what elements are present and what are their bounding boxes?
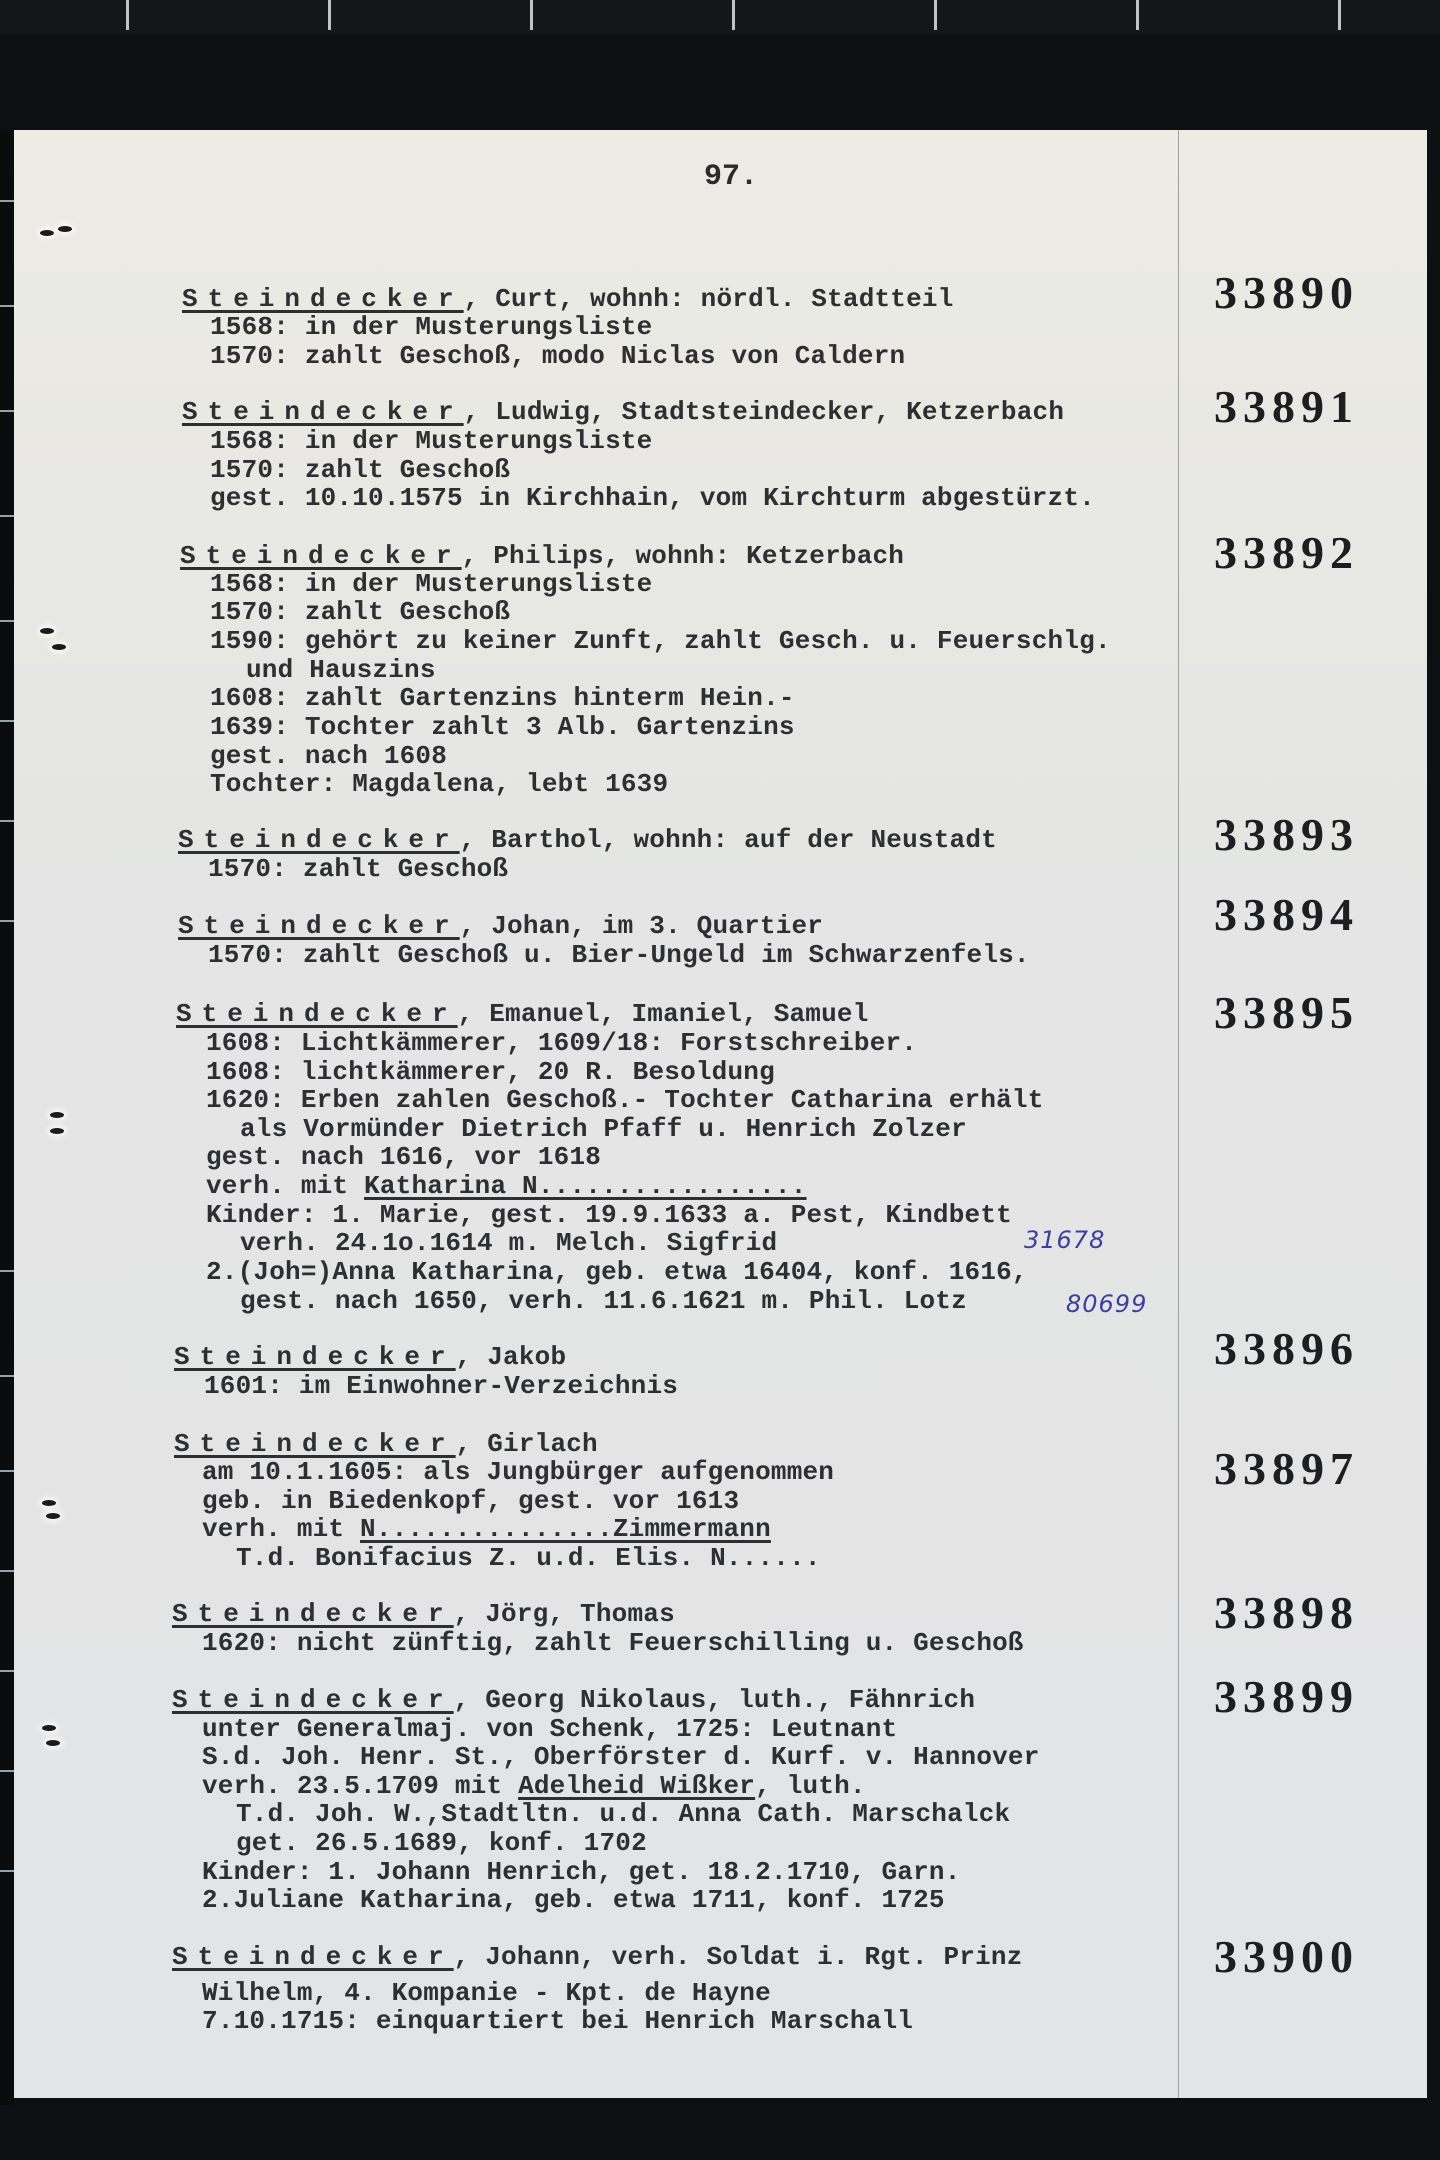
film-perforation bbox=[0, 920, 14, 922]
film-perforation bbox=[0, 410, 14, 412]
entry-line: get. 26.5.1689, konf. 1702 bbox=[236, 1828, 647, 1858]
film-perforation bbox=[328, 0, 331, 30]
surname: Steindecker bbox=[174, 1342, 456, 1372]
film-strip-top bbox=[0, 0, 1440, 34]
handwritten-reference: 31678 bbox=[1024, 1226, 1106, 1254]
entry-header-rest: , Curt, wohnh: nördl. Stadtteil bbox=[463, 284, 954, 314]
entry-header-rest: , Girlach bbox=[455, 1429, 598, 1459]
entry-line: 1568: in der Musterungsliste bbox=[210, 312, 653, 342]
entry-line: und Hauszins bbox=[246, 655, 436, 685]
punch-mark bbox=[58, 226, 72, 232]
film-perforation bbox=[1338, 0, 1341, 30]
entry-line: 1620: Erben zahlen Geschoß.- Tochter Catharina erhält bbox=[206, 1085, 1044, 1115]
surname: Steindecker bbox=[178, 911, 460, 941]
entry-number: 33890 bbox=[1214, 267, 1359, 318]
entry-line: 1568: in der Musterungsliste bbox=[210, 426, 653, 456]
surname: Steindecker bbox=[180, 541, 462, 571]
entry-header bbox=[174, 1343, 566, 1371]
entry-line: gest. nach 1608 bbox=[210, 741, 448, 771]
film-perforation bbox=[0, 720, 14, 722]
entry-header bbox=[182, 285, 954, 313]
spouse-name: N...............Zimmermann bbox=[360, 1514, 771, 1544]
entry-line: 2.(Joh=)Anna Katharina, geb. etwa 16404, konf. 1616, bbox=[206, 1257, 1028, 1287]
entry-header-rest: , Ludwig, Stadtsteindecker, Ketzerbach bbox=[463, 397, 1065, 427]
entry-line: als Vormünder Dietrich Pfaff u. Henrich Zolzer bbox=[240, 1114, 967, 1144]
surname: Steindecker bbox=[172, 1599, 454, 1629]
surname: Steindecker bbox=[178, 825, 460, 855]
entry-line: 1570: zahlt Geschoß bbox=[210, 455, 511, 485]
entry-line: 1608: Lichtkämmerer, 1609/18: Forstschreiber. bbox=[206, 1028, 918, 1058]
entry-number: 33893 bbox=[1214, 809, 1359, 860]
entry-header-rest: , Georg Nikolaus, luth., Fähnrich bbox=[453, 1685, 976, 1715]
film-perforation bbox=[0, 1770, 14, 1772]
entry-line: 7.10.1715: einquartiert bei Henrich Marschall bbox=[202, 2006, 914, 2036]
entry-line: 1570: zahlt Geschoß, modo Niclas von Caldern bbox=[210, 341, 906, 371]
punch-mark bbox=[40, 628, 54, 634]
film-perforation bbox=[0, 515, 14, 517]
surname: Steindecker bbox=[182, 284, 464, 314]
entry-header-rest: , Johann, verh. Soldat i. Rgt. Prinz bbox=[453, 1942, 1023, 1972]
film-strip-left bbox=[0, 130, 14, 2105]
entry-header-rest: , Johan, im 3. Quartier bbox=[459, 911, 824, 941]
punch-mark bbox=[50, 1112, 64, 1118]
film-perforation bbox=[0, 1670, 14, 1672]
entry-line: T.d. Bonifacius Z. u.d. Elis. N...... bbox=[236, 1543, 821, 1573]
entry-number: 33897 bbox=[1214, 1443, 1359, 1494]
entry-header bbox=[172, 1943, 1023, 1971]
film-perforation bbox=[0, 1870, 14, 1872]
entry-line-prefix: verh. mit bbox=[202, 1514, 361, 1544]
entry-line: 1608: zahlt Gartenzins hinterm Hein.- bbox=[210, 683, 795, 713]
entry-line: gest. nach 1650, verh. 11.6.1621 m. Phil. Lotz bbox=[240, 1286, 967, 1316]
punch-mark bbox=[52, 644, 66, 650]
entry-header bbox=[182, 398, 1064, 426]
entry-line: 1570: zahlt Geschoß bbox=[208, 854, 509, 884]
entry-line: gest. 10.10.1575 in Kirchhain, vom Kirchturm abgestürzt. bbox=[210, 483, 1095, 513]
entry-line: unter Generalmaj. von Schenk, 1725: Leutnant bbox=[202, 1714, 898, 1744]
film-perforation bbox=[0, 1470, 14, 1472]
surname: Steindecker bbox=[182, 397, 464, 427]
entry-number: 33894 bbox=[1214, 889, 1359, 940]
film-perforation bbox=[732, 0, 735, 30]
entry-header-rest: , Barthol, wohnh: auf der Neustadt bbox=[459, 825, 997, 855]
entry-number: 33896 bbox=[1214, 1323, 1359, 1374]
entry-header-rest: , Philips, wohnh: Ketzerbach bbox=[461, 541, 905, 571]
entry-header-rest: , Jakob bbox=[455, 1342, 567, 1372]
film-perforation bbox=[0, 620, 14, 622]
film-perforation bbox=[0, 820, 14, 822]
entry-line bbox=[202, 1515, 771, 1543]
entry-number: 33900 bbox=[1214, 1931, 1359, 1982]
punch-mark bbox=[40, 230, 54, 236]
film-perforation bbox=[934, 0, 937, 30]
entry-number: 33895 bbox=[1214, 987, 1359, 1038]
index-card-page bbox=[14, 130, 1427, 2098]
entry-line: gest. nach 1616, vor 1618 bbox=[206, 1142, 602, 1172]
entry-line: verh. 24.1o.1614 m. Melch. Sigfrid bbox=[240, 1228, 778, 1258]
entry-line: S.d. Joh. Henr. St., Oberförster d. Kurf. v. Hannover bbox=[202, 1742, 1040, 1772]
film-perforation bbox=[530, 0, 533, 30]
entry-line: Kinder: 1. Marie, gest. 19.9.1633 a. Pest, Kindbett bbox=[206, 1200, 1012, 1230]
column-divider bbox=[1178, 130, 1179, 2098]
entry-line: 1608: lichtkämmerer, 20 R. Besoldung bbox=[206, 1057, 775, 1087]
film-perforation bbox=[0, 200, 14, 202]
surname: Steindecker bbox=[172, 1685, 454, 1715]
entry-line: 2.Juliane Katharina, geb. etwa 1711, konf. 1725 bbox=[202, 1885, 945, 1915]
handwritten-reference: 80699 bbox=[1066, 1290, 1148, 1318]
film-perforation bbox=[0, 1270, 14, 1272]
entry-header-rest: , Emanuel, Imaniel, Samuel bbox=[457, 999, 869, 1029]
surname: Steindecker bbox=[172, 1942, 454, 1972]
entry-header bbox=[172, 1600, 675, 1628]
entry-line: Kinder: 1. Johann Henrich, get. 18.2.1710, Garn. bbox=[202, 1857, 961, 1887]
entry-header bbox=[178, 912, 823, 940]
surname: Steindecker bbox=[176, 999, 458, 1029]
punch-mark bbox=[42, 1500, 56, 1506]
entry-line: 1590: gehört zu keiner Zunft, zahlt Gesch. u. Feuerschlg. bbox=[210, 626, 1111, 656]
page-number: 97. bbox=[704, 160, 759, 194]
entry-header bbox=[172, 1686, 975, 1714]
entry-header bbox=[176, 1000, 869, 1028]
entry-line: 1620: nicht zünftig, zahlt Feuerschilling u. Geschoß bbox=[202, 1628, 1024, 1658]
entry-header bbox=[174, 1430, 598, 1458]
film-perforation bbox=[126, 0, 129, 30]
entry-line-prefix: verh. 23.5.1709 mit bbox=[202, 1771, 519, 1801]
entry-line: Tochter: Magdalena, lebt 1639 bbox=[210, 769, 669, 799]
punch-mark bbox=[50, 1128, 64, 1134]
entry-line bbox=[202, 1772, 866, 1800]
film-perforation bbox=[1136, 0, 1139, 30]
film-perforation bbox=[0, 305, 14, 307]
entry-line: geb. in Biedenkopf, gest. vor 1613 bbox=[202, 1486, 740, 1516]
spouse-suffix: , luth. bbox=[755, 1771, 866, 1801]
surname: Steindecker bbox=[174, 1429, 456, 1459]
entry-line: 1570: zahlt Geschoß u. Bier-Ungeld im Schwarzenfels. bbox=[208, 940, 1030, 970]
entry-line: 1568: in der Musterungsliste bbox=[210, 569, 653, 599]
entry-number: 33892 bbox=[1214, 527, 1359, 578]
entry-line: 1639: Tochter zahlt 3 Alb. Gartenzins bbox=[210, 712, 795, 742]
punch-mark bbox=[46, 1740, 60, 1746]
entry-line: Wilhelm, 4. Kompanie - Kpt. de Hayne bbox=[202, 1978, 771, 2008]
entry-header bbox=[178, 826, 997, 854]
entry-header bbox=[180, 542, 904, 570]
punch-mark bbox=[46, 1513, 60, 1519]
entry-number: 33898 bbox=[1214, 1587, 1359, 1638]
entry-number: 33891 bbox=[1214, 381, 1359, 432]
entry-number: 33899 bbox=[1214, 1671, 1359, 1722]
film-perforation bbox=[0, 1375, 14, 1377]
film-perforation bbox=[0, 1570, 14, 1572]
entry-line: am 10.1.1605: als Jungbürger aufgenommen bbox=[202, 1457, 835, 1487]
punch-mark bbox=[42, 1725, 56, 1731]
spouse-name: Adelheid Wißker bbox=[518, 1771, 756, 1801]
entry-line-prefix: verh. mit bbox=[206, 1171, 365, 1201]
entry-line: 1601: im Einwohner-Verzeichnis bbox=[204, 1371, 679, 1401]
spouse-name: Katharina N................. bbox=[364, 1171, 807, 1201]
entry-line: T.d. Joh. W.,Stadtltn. u.d. Anna Cath. Marschalck bbox=[236, 1799, 1011, 1829]
entry-line: 1570: zahlt Geschoß bbox=[210, 597, 511, 627]
entry-line bbox=[206, 1172, 807, 1200]
entry-header-rest: , Jörg, Thomas bbox=[453, 1599, 675, 1629]
